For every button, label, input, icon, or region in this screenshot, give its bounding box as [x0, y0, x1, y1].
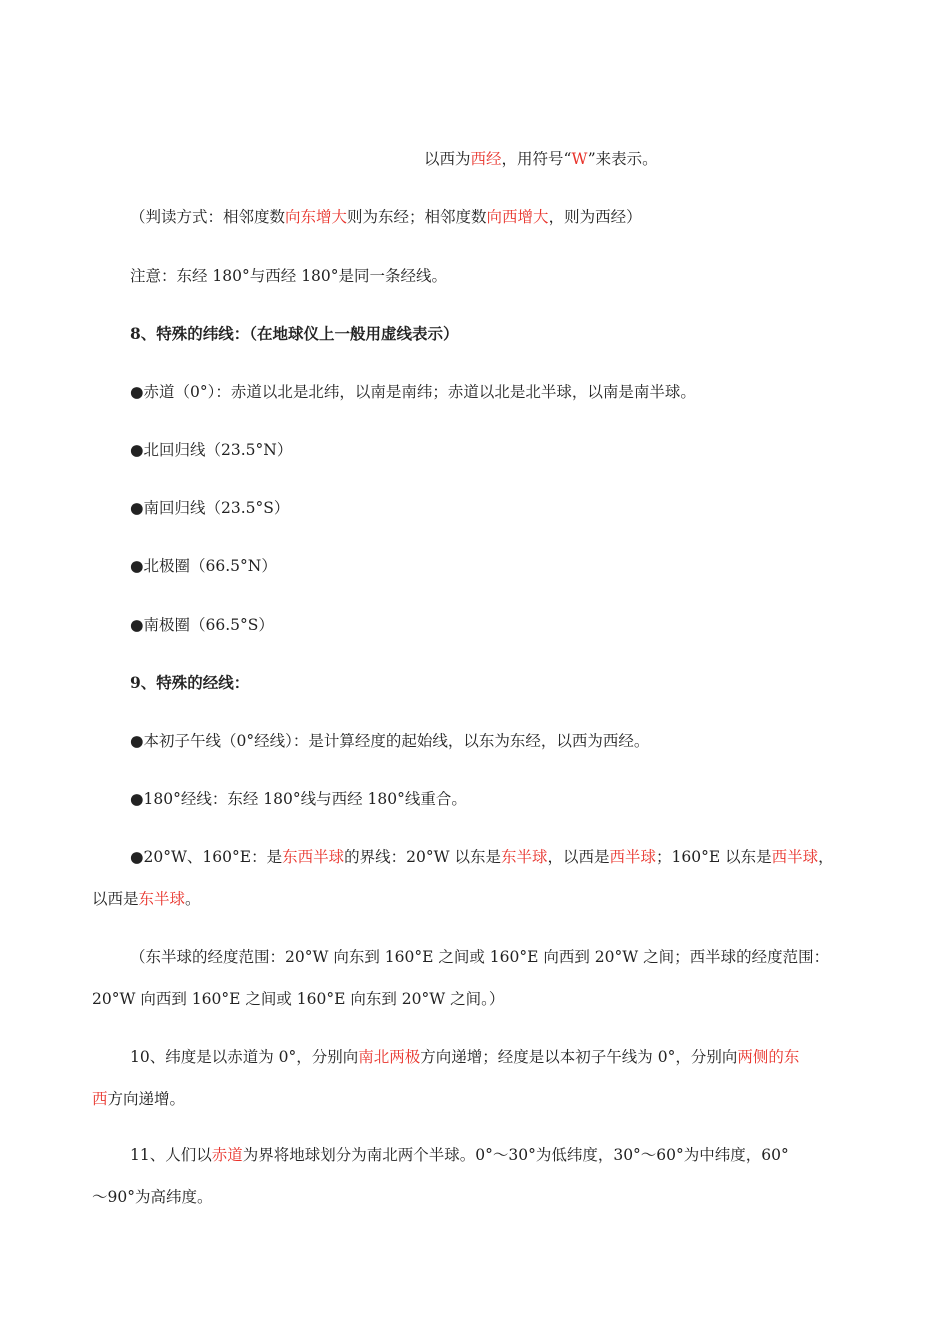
list-item-antarctic-circle: ●南极圈（66.5°S） — [130, 616, 274, 634]
paragraph-line: 20°W 向西到 160°E 之间或 160°E 向东到 20°W 之间。） — [92, 990, 505, 1008]
highlight-span: W — [571, 150, 588, 168]
heading-special-meridians: 9、特殊的经线： — [130, 673, 250, 692]
paragraph-latitude-longitude-increase — [92, 1036, 867, 1120]
highlight-span: 两侧的东 — [737, 1048, 800, 1066]
text-span: ，用符号“ — [501, 150, 572, 168]
list-item-arctic-circle: ●北极圈（66.5°N） — [130, 557, 277, 575]
paragraph-hemisphere-range — [92, 936, 867, 1020]
text-span: 11、人们以 — [130, 1146, 212, 1164]
text-span: 的界线：20°W 以东是 — [344, 848, 501, 866]
text-span: ”来表示。 — [587, 150, 658, 168]
text-span: 为界将地球划分为南北两个半球。0°～30°为低纬度，30°～60°为中纬度，60° — [242, 1146, 789, 1164]
list-item-equator: ●赤道（0°）：赤道以北是北纬，以南是南纬；赤道以北是北半球，以南是南半球。 — [130, 383, 696, 401]
text-span: ；160°E 以东是 — [656, 848, 772, 866]
paragraph-line — [92, 890, 201, 908]
heading-special-parallels: 8、特殊的纬线：（在地球仪上一般用虚线表示） — [130, 324, 459, 343]
text-span: ，以西是 — [547, 848, 610, 866]
highlight-span: 赤道 — [211, 1146, 243, 1164]
text-span: 。 — [185, 890, 201, 908]
highlight-span: 向西增大 — [486, 208, 549, 226]
text-span: ，则为西经） — [548, 208, 642, 226]
paragraph-hemispheres-latitude-zones — [92, 1134, 867, 1218]
list-item-tropic-of-capricorn: ●南回归线（23.5°S） — [130, 499, 290, 517]
text-line-west-longitude — [424, 148, 658, 170]
paragraph-line — [92, 1036, 867, 1078]
paragraph-line — [92, 1090, 185, 1108]
text-span: ●20°W、160°E：是 — [130, 848, 283, 866]
highlight-span: 西半球 — [609, 848, 656, 866]
text-span: 方向递增。 — [107, 1090, 186, 1108]
highlight-span: 西半球 — [771, 848, 819, 866]
text-span: 以西是 — [92, 890, 139, 908]
list-item-180-meridian: ●180°经线：东经 180°线与西经 180°线重合。 — [130, 790, 467, 808]
paragraph-line — [92, 1134, 867, 1176]
highlight-span: 西经 — [470, 150, 502, 168]
highlight-span: 西 — [92, 1090, 108, 1108]
text-span: ， — [818, 848, 834, 866]
highlight-span: 东半球 — [138, 890, 186, 908]
highlight-span: 向东增大 — [285, 208, 348, 226]
highlight-span: 南北两极 — [358, 1048, 421, 1066]
text-line-reading-method — [130, 206, 642, 228]
paragraph-hemisphere-boundary — [92, 836, 867, 920]
highlight-span: 东半球 — [500, 848, 548, 866]
paragraph-line: （东半球的经度范围：20°W 向东到 160°E 之间或 160°E 向西到 20°W 之间；西半球的经度范围： — [130, 948, 830, 966]
text-span: 方向递增；经度是以本初子午线为 0°，分别向 — [420, 1048, 738, 1066]
paragraph-line — [92, 836, 867, 878]
list-item-tropic-of-cancer: ●北回归线（23.5°N） — [130, 441, 293, 459]
text-span: 10、纬度是以赤道为 0°，分别向 — [130, 1048, 359, 1066]
paragraph-line: ～90°为高纬度。 — [92, 1188, 213, 1206]
text-span: 则为东经；相邻度数 — [347, 208, 487, 226]
highlight-span: 东西半球 — [282, 848, 345, 866]
text-line-note: 注意：东经 180°与西经 180°是同一条经线。 — [130, 267, 448, 285]
text-span: （判读方式：相邻度数 — [130, 208, 286, 226]
text-span: 以西为 — [424, 150, 471, 168]
list-item-prime-meridian: ●本初子午线（0°经线）：是计算经度的起始线，以东为东经，以西为西经。 — [130, 732, 650, 750]
